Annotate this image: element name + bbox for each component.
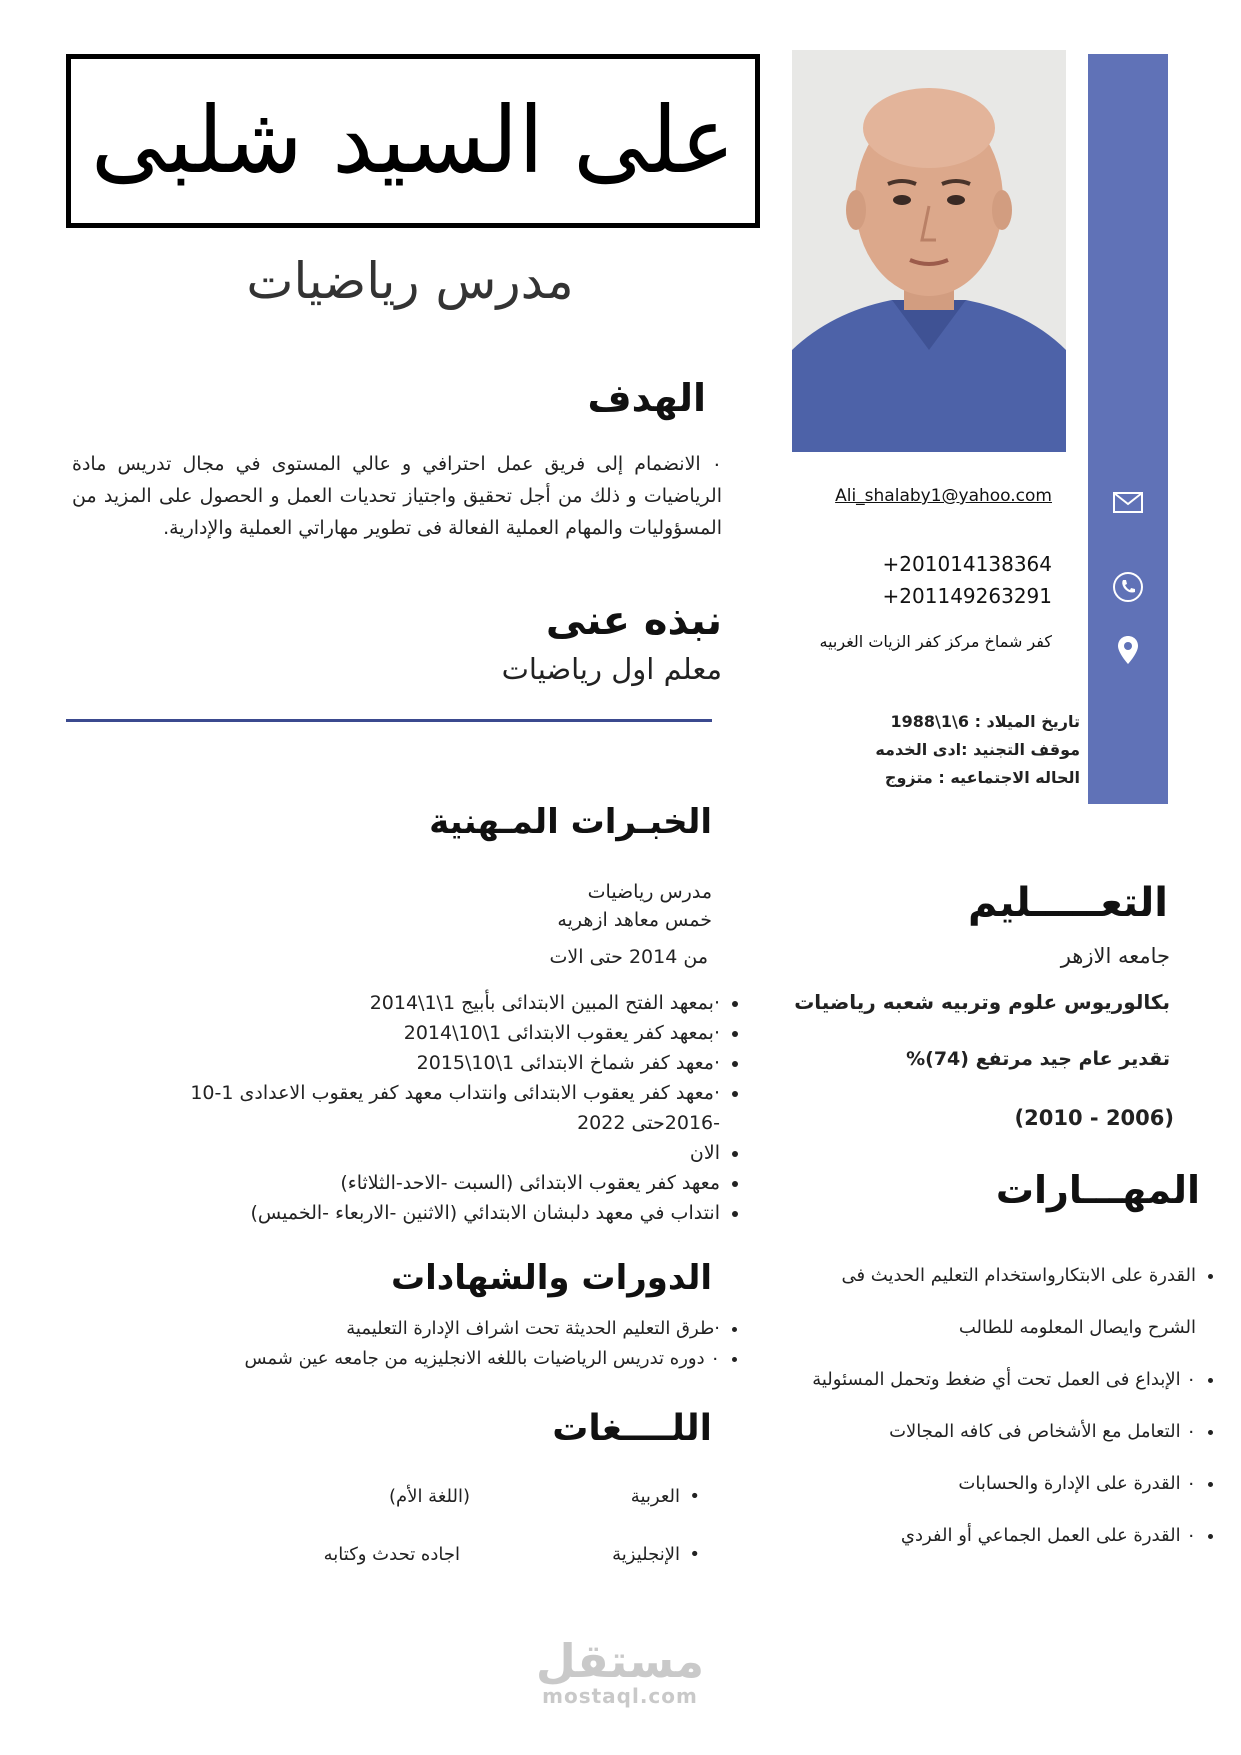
watermark-arabic: مستقل <box>535 1634 705 1688</box>
languages-heading: اللــــغات <box>552 1408 712 1449</box>
location-pin-icon <box>1112 634 1144 666</box>
language-level: اجاده تحدث وكتابه <box>323 1544 460 1565</box>
list-item: • معهد كفر يعقوب الابتدائى (السبت -الاحد-الثلاثاء) <box>120 1168 720 1198</box>
email-link[interactable]: Ali_shalaby1@yahoo.com <box>835 486 1052 506</box>
experience-list <box>120 988 748 1228</box>
grade: تقدير عام جيد مرتفع (74)% <box>906 1048 1170 1070</box>
skills-list <box>790 1250 1224 1562</box>
goal-text: ٠ الانضمام إلى فريق عمل احترافي و عالي المستوى في مجال تدريس مادة الرياضيات و ذلك من أجل تحقيق واجتياز تحديات العمل و الحصول على المزيد من المسؤوليات والمهام العملية الفعالة فى تطوير مهاراتي العملية والإدارية. <box>72 453 722 539</box>
list-item: • القدرة على الابتكارواستخدام التعليم الحديث فى الشرح وايصال المعلومه للطالب <box>790 1250 1196 1354</box>
section-divider <box>66 719 712 722</box>
list-item: • ·بمعهد الفتح المبين الابتدائى بأبيج 1\1\2014 <box>120 988 720 1018</box>
person-name: على السيد شلبى <box>90 87 736 194</box>
list-item: • ٠ القدرة على العمل الجماعي أو الفردي <box>790 1510 1196 1562</box>
phone-numbers <box>820 548 1052 612</box>
language-name: الإنجليزية <box>612 1544 680 1565</box>
list-item: • ٠ القدرة على الإدارة والحسابات <box>790 1458 1196 1510</box>
personal-details <box>780 708 1080 792</box>
goal-heading: الهدف <box>587 376 706 420</box>
education-years: (2006 - 2010) <box>1014 1106 1174 1130</box>
list-item: • ٠ التعامل مع الأشخاص فى كافه المجالات <box>790 1406 1196 1458</box>
list-item: • الان <box>120 1138 720 1168</box>
list-item: • ·بمعهد كفر يعقوب الابتدائى 1\10\2014 <box>120 1018 720 1048</box>
watermark <box>520 1634 720 1708</box>
bullet: • <box>689 1486 700 1507</box>
role-title: مدرس رياضيات <box>587 881 712 903</box>
contact-sidebar <box>1088 54 1168 804</box>
bullet: • <box>689 1544 700 1565</box>
list-item: • ٠ دوره تدريس الرياضيات باللغه الانجليزيه من جامعه عين شمس <box>100 1344 720 1374</box>
about-heading: نبذه عنى <box>545 598 722 644</box>
marital-status: الحاله الاجتماعيه : متزوج <box>884 768 1080 787</box>
courses-heading: الدورات والشهادات <box>390 1258 712 1298</box>
list-item: • ·معهد كفر شماخ الابتدائى 1\10\2015 <box>120 1048 720 1078</box>
envelope-icon <box>1112 486 1144 518</box>
phone-icon <box>1112 571 1144 603</box>
phone-1: +201014138364 <box>882 552 1052 576</box>
role-place: خمس معاهد ازهريه <box>557 909 712 931</box>
experience-heading: الخبـرات المـهنية <box>429 802 712 842</box>
military-status: موقف التجنيد :ادى الخدمه <box>875 740 1080 759</box>
list-item: • ·طرق التعليم الحديثة تحت اشراف الإدارة التعليمية <box>100 1314 720 1344</box>
university: جامعه الازهر <box>1060 944 1170 968</box>
list-item: • انتداب في معهد دلبشان الابتدائي (الاثنين -الاربعاء -الخميس) <box>120 1198 720 1228</box>
birth-date: تاريخ الميلاد : 6\1\1988 <box>890 712 1080 731</box>
courses-list <box>100 1314 748 1374</box>
language-level: (اللغة الأم) <box>389 1486 470 1507</box>
address: كفر شماخ مركز كفر الزيات الغربيه <box>819 632 1052 651</box>
list-item: • ·معهد كفر يعقوب الابتدائى وانتداب معهد كفر يعقوب الاعدادى 1-10 -2016حتى 2022 <box>120 1078 720 1138</box>
job-title: مدرس رياضيات <box>246 252 574 310</box>
skills-heading: المهـــارات <box>995 1168 1200 1212</box>
profile-photo <box>792 50 1066 452</box>
experience-period: من 2014 حتى الات <box>549 946 708 968</box>
experience-role <box>440 878 712 934</box>
about-text: معلم اول رياضيات <box>501 652 722 686</box>
name-box <box>66 54 760 228</box>
list-item: • ٠ الإبداع فى العمل تحت أي ضغط وتحمل المسئولية <box>790 1354 1196 1406</box>
phone-2: +201149263291 <box>882 584 1052 608</box>
education-heading: التعـــــليم <box>967 880 1168 926</box>
language-name: العربية <box>630 1486 680 1507</box>
watermark-latin: mostaql.com <box>542 1684 698 1708</box>
degree: بكالوريوس علوم وتربيه شعبه رياضيات <box>794 990 1170 1014</box>
